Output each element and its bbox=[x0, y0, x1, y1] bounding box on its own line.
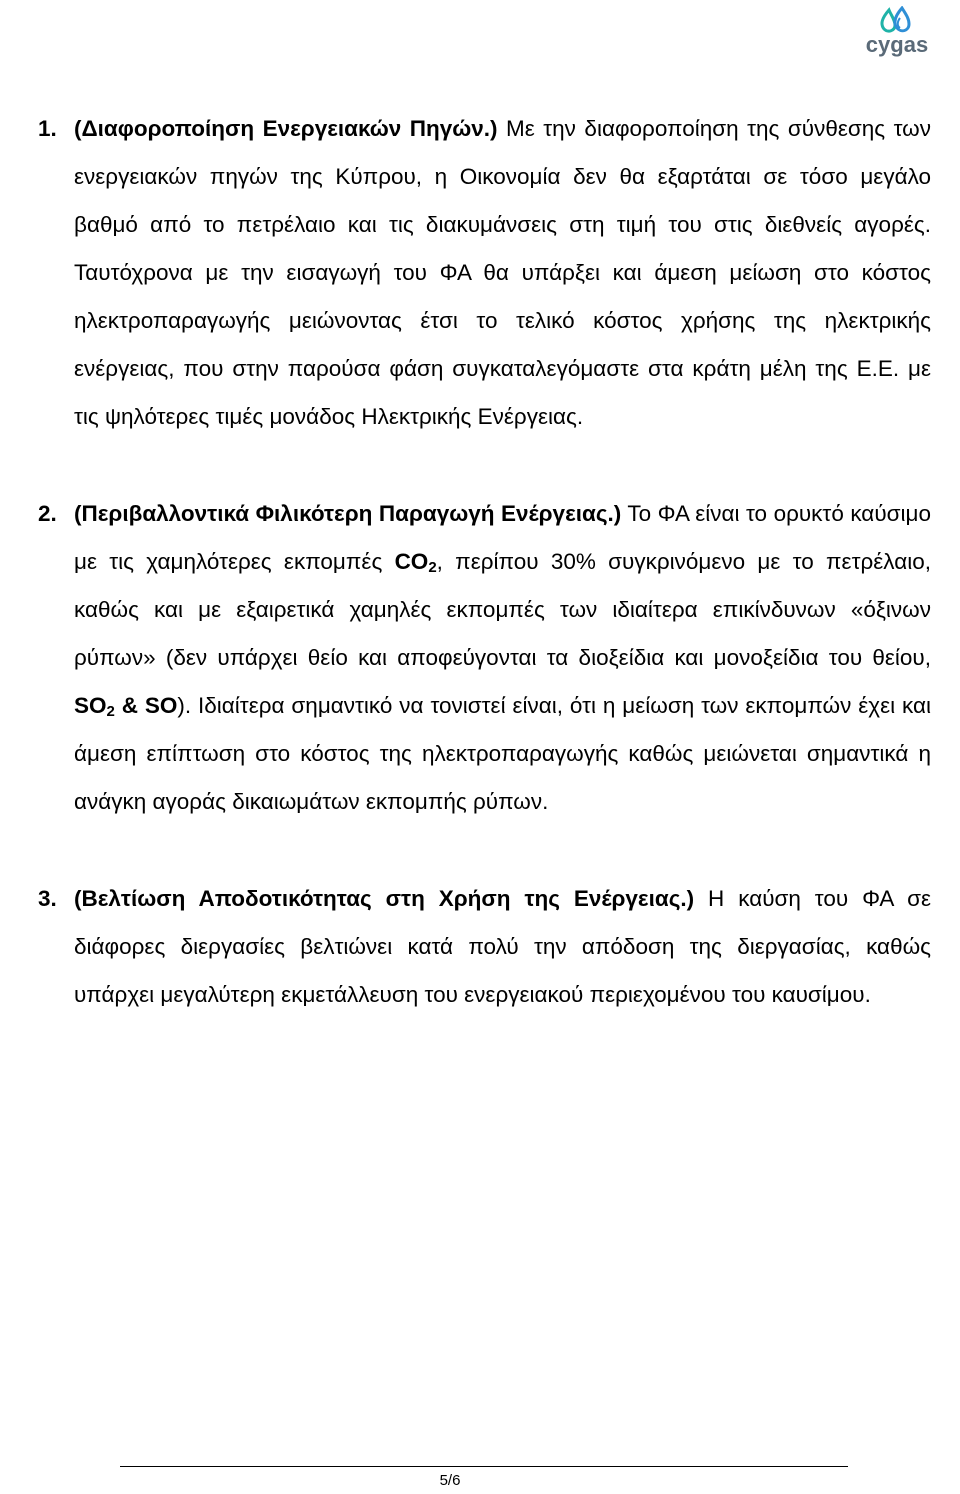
item-text: ). Ιδιαίτερα σημαντικό να τονιστεί είναι, ότι η μείωση των εκπομπών έχει και άμεση επίπτωση στο κόστος της ηλεκτροπαραγωγής καθώς μειώνεται σημαντικά η ανάγκη αγοράς δικαιωμάτων εκπομπής ρύπων. bbox=[74, 693, 931, 814]
item-body bbox=[74, 105, 931, 441]
item-number: 2. bbox=[38, 501, 57, 526]
cygas-logo bbox=[864, 6, 930, 56]
list-item-3 bbox=[38, 875, 931, 1019]
item-text: Η καύση του ΦΑ σε διάφορες διεργασίες βελτιώνει κατά πολύ την απόδοση της διεργασίας, καθώς υπάρχει μεγαλύτερη εκμετάλλευση του ενεργειακού περιεχομένου του καυσίμου. bbox=[74, 886, 931, 1007]
item-number: 1. bbox=[38, 116, 57, 141]
so2-formula: $SO_2$ & SO bbox=[74, 693, 178, 720]
logo-text: cygas bbox=[865, 32, 929, 57]
item-heading: (Περιβαλλοντικά Φιλικότερη Παραγωγή Ενέργειας.) bbox=[74, 501, 622, 526]
page-number: 5/6 bbox=[439, 1472, 461, 1489]
item-body bbox=[74, 875, 931, 1019]
item-text: Το ΦΑ είναι το ορυκτό καύσιμο με τις χαμηλότερες εκπομπές bbox=[74, 501, 931, 574]
item-text: , περίπου 30% συγκρινόμενο με το πετρέλαιο, καθώς και με εξαιρετικά χαμηλές εκπομπές των ιδιαίτερα επικίνδυνων «όξινων ρύπων» (δεν υπάρχει θείο και αποφεύγονται τα διοξείδια και μονοξείδια του θείου, bbox=[74, 549, 931, 670]
item-text: Με την διαφοροποίηση της σύνθεσης των ενεργειακών πηγών της Κύπρου, η Οικονομία δεν θα εξαρτάται σε τόσο μεγάλο βαθμό από το πετρέλαιο και τις διακυμάνσεις στη τιμή του στις διεθνείς αγορές. Ταυτόχρονα με την εισαγωγή του ΦΑ θα υπάρξει και άμεση μείωση στο κόστος ηλεκτροπαραγωγής μειώνοντας έτσι το τελικό κόστος χρήσης της ηλεκτρικής ενέργειας, που στην παρούσα φάση συγκαταλεγόμαστε στα κράτη μέλη της Ε.Ε. με τις ψηλότερες τιμές μονάδος Ηλεκτρικής Ενέργειας. bbox=[74, 116, 931, 429]
document-body bbox=[38, 105, 931, 1019]
item-heading: (Βελτίωση Αποδοτικότητας στη Χρήση της Ενέργειας.) bbox=[74, 886, 695, 911]
item-body bbox=[74, 490, 931, 826]
list-item-2 bbox=[38, 490, 931, 826]
item-heading: (Διαφοροποίηση Ενεργειακών Πηγών.) bbox=[74, 116, 498, 141]
co2-formula: $CO_2$ bbox=[394, 549, 437, 576]
item-number: 3. bbox=[38, 886, 57, 911]
footer-divider bbox=[120, 1466, 848, 1467]
list-item-1 bbox=[38, 105, 931, 441]
